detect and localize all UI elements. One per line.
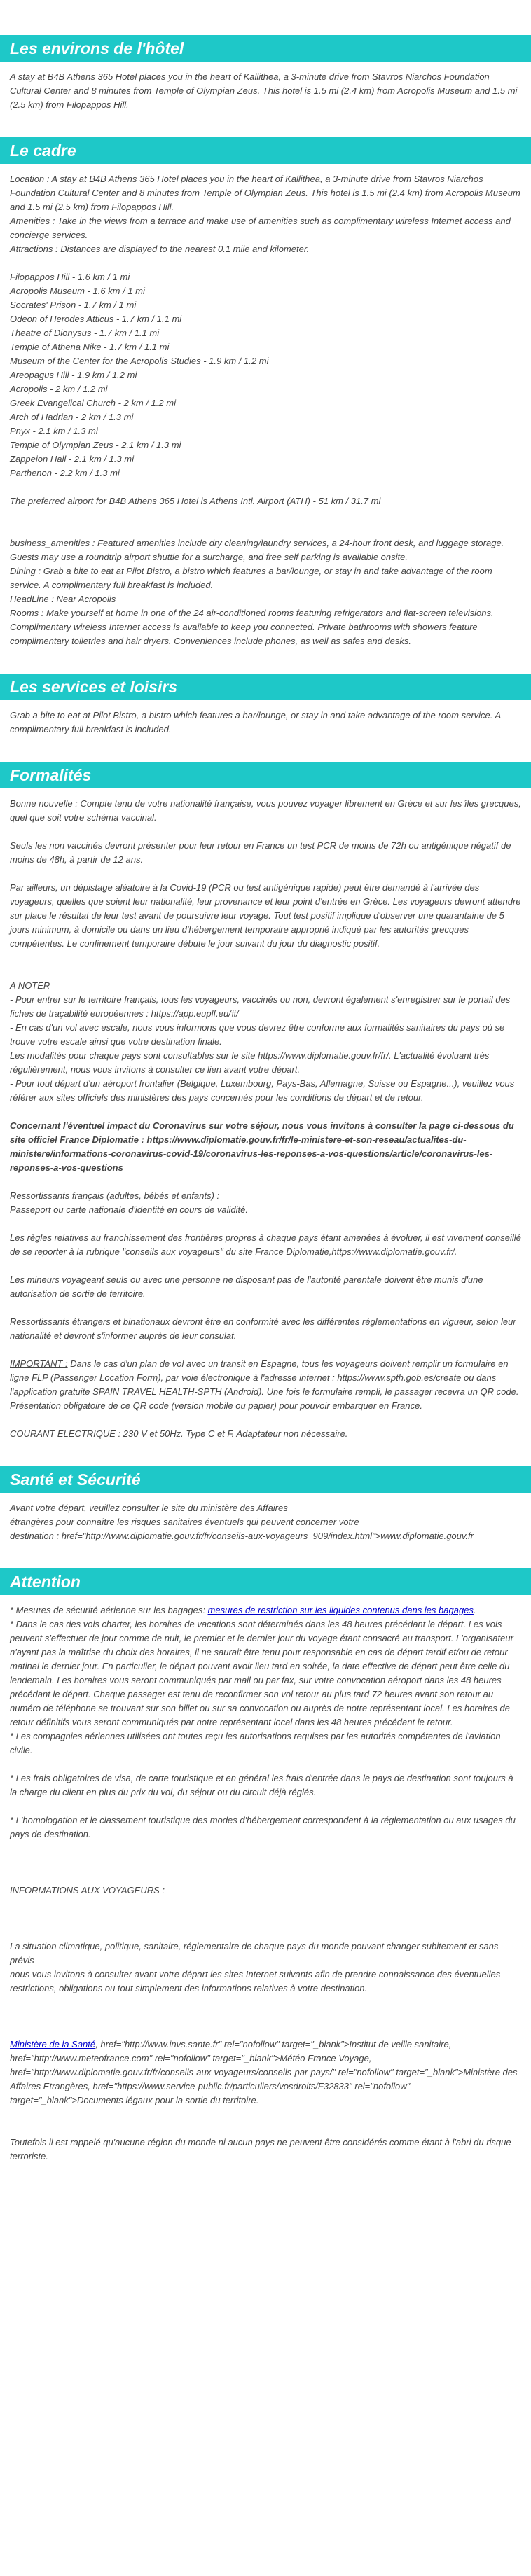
services-text: Grab a bite to eat at Pilot Bistro, a bistro which features a bar/lounge, or stay in and take advantage of the room service. A complimentary full breakfast is included. [10, 710, 501, 734]
section-header-sante [0, 1466, 531, 1493]
place-item: Greek Evangelical Church - 2 km / 1.2 mi [10, 398, 176, 408]
section-header-cadre [0, 137, 531, 164]
attention-p1-prefix: * Mesures de sécurité aérienne sur les bagages: [10, 1605, 208, 1615]
place-item: Parthenon - 2.2 km / 1.3 mi [10, 468, 120, 478]
attention-p5: * L'homologation et le classement touristique des modes d'hébergement correspondent à la réglementation ou aux usages du pays de destination. [10, 1815, 516, 1839]
cadre-amenities: Amenities : Take in the views from a terrace and make use of amenities such as complimentary wireless Internet access and concierge services. [10, 216, 511, 240]
cadre-attractions: Attractions : Distances are displayed to the nearest 0.1 mile and kilometer. [10, 244, 310, 254]
section-header-attention [0, 1568, 531, 1595]
place-item: Arch of Hadrian - 2 km / 1.3 mi [10, 412, 134, 422]
sante-line: destination : href="http://www.diplomatie.gouv.fr/fr/conseils-aux-voyageurs_909/index.html">www.diplomatie.gouv.fr [10, 1531, 474, 1541]
section-title: Les services et loisirs [10, 678, 178, 696]
important-text [10, 1357, 521, 1413]
section-title: Formalités [10, 766, 92, 784]
place-item: Temple of Olympian Zeus - 2.1 km / 1.3 mi [10, 440, 181, 450]
mineurs-text: Les mineurs voyageant seuls ou avec une personne ne disposant pas de l'autorité parentale doivent être munis d'une autorisation de sortie de territoire. [10, 1274, 483, 1299]
note-item: - Pour entrer sur le territoire français, tous les voyageurs, vaccinés ou non, devront également s'enregistrer sur le portail des fiches de traçabilité européennes : https://app.euplf.eu/#/ [10, 994, 511, 1019]
section-title: Santé et Sécurité [10, 1470, 141, 1489]
place-item: Pnyx - 2.1 km / 1.3 mi [10, 426, 98, 436]
attention-p4: * Les frais obligatoires de visa, de carte touristique et en général les frais d'entrée dans le pays de destination sont toujours à la charge du client en plus du prix du vol, du séjour ou du circuit déjà réglés. [10, 1773, 513, 1797]
place-item: Acropolis - 2 km / 1.2 mi [10, 384, 108, 394]
place-item: Filopappos Hill - 1.6 km / 1 mi [10, 272, 130, 282]
places-list [10, 270, 521, 480]
section-environs [0, 35, 531, 112]
place-item: Zappeion Hall - 2.1 km / 1.3 mi [10, 454, 135, 464]
place-item: Temple of Athena Nike - 1.7 km / 1.1 mi [10, 342, 170, 352]
sante-line: Avant votre départ, veuillez consulter le site du ministère des Affaires [10, 1503, 288, 1513]
place-item: Areopagus Hill - 1.9 km / 1.2 mi [10, 370, 137, 380]
place-item: Odeon of Herodes Atticus - 1.7 km / 1.1 mi [10, 314, 182, 324]
important-label: IMPORTANT : [10, 1358, 68, 1369]
place-item: Theatre of Dionysus - 1.7 km / 1.1 mi [10, 328, 160, 338]
terrorism-notice: Toutefois il est rappelé qu'aucune région du monde ni aucun pays ne peuvent être considérés comme étant à l'abri du risque terroriste. [10, 2137, 511, 2161]
attention-p1 [10, 1603, 521, 1617]
section-attention [0, 1568, 531, 2164]
attention-p1-suffix: . [473, 1605, 476, 1615]
environs-text: A stay at B4B Athens 365 Hotel places you in the heart of Kallithea, a 3-minute drive from Stavros Niarchos Foundation Cultural Center and 8 minutes from Temple of Olympian Zeus. This hotel is 1.5 mi (2.4 km) from Acropolis Museum and 1.5 mi (2.5 km) from Filopappos Hill. [10, 71, 518, 110]
section-services [0, 674, 531, 737]
note-item: - En cas d'un vol avec escale, nous vous informons que vous devrez être conforme aux formalités sanitaires du pays où se trouve votre escale ainsi que votre destination finale. [10, 1022, 505, 1047]
info-line: La situation climatique, politique, sanitaire, réglementaire de chaque pays du monde pouvant changer subitement et sans prévis [10, 1941, 499, 1965]
place-item: Socrates' Prison - 1.7 km / 1 mi [10, 300, 137, 310]
formalites-p1: Bonne nouvelle : Compte tenu de votre nationalité française, vous pouvez voyager librement en Grèce et sur les îles grecques, quel que soit votre schéma vaccinal. [10, 798, 521, 823]
regles-text: Les règles relatives au franchissement des frontières propres à chaque pays étant amenées à évoluer, il est vivement conseillé de se reporter à la rubrique "conseils aux voyageurs" du site France Diplomatie,https://www.diplomatie.gouv.fr/. [10, 1232, 521, 1257]
cadre-business: business_amenities : Featured amenities include dry cleaning/laundry services, a 24-hour front desk, and luggage storage. Guests may use a roundtrip airport shuttle for a surcharge, and free self parking is available onsite. [10, 538, 504, 562]
section-cadre [0, 137, 531, 648]
note-item: - Pour tout départ d'un aéroport frontalier (Belgique, Luxembourg, Pays-Bas, Allemagne, Suisse ou Espagne...), veuillez vous référer aux sites officiels des ministères des pays concernés pour les conditions de départ et de retour. [10, 1078, 515, 1103]
section-header-environs [0, 35, 531, 62]
info-title: INFORMATIONS AUX VOYAGEURS : [10, 1885, 165, 1895]
formalites-p3: Par ailleurs, un dépistage aléatoire à la Covid-19 (PCR ou test antigénique rapide) peut être demandé à l'arrivée des voyageurs, quelles que soient leur nationalité, leur provenance et leur point d'entrée en Grèce. Les voyageurs devront attendre sur place le résultat de leur test avant de poursuivre leur voyage. Tout test positif implique d'observer une quarantaine de 5 jours minimum, à domicile ou dans un lieu d'hébergement temporaire approprié indiqué par les autorités grecques compétentes. Le confinement temporaire débute le jour suivant du jour du diagnostic positif. [10, 882, 521, 949]
ressortissants-title: Ressortissants français (adultes, bébés et enfants) : [10, 1190, 220, 1201]
info-line: nous vous invitons à consulter avant votre départ les sites Internet suivants afin de prendre connaissance des éventuelles restrictions, obligations ou tout simplement des informations relatives à votre destination. [10, 1969, 501, 1993]
ressortissants-text: Passeport ou carte nationale d'identité en cours de validité. [10, 1204, 248, 1215]
section-title: Le cadre [10, 141, 76, 160]
cadre-headline: HeadLine : Near Acropolis [10, 594, 116, 604]
etrangers-text: Ressortissants étrangers et binationaux devront être en conformité avec les différentes réglementations en vigueur, selon leur nationalité et devront s'informer auprès de leur consulat. [10, 1316, 516, 1341]
formalites-p2: Seuls les non vaccinés devront présenter pour leur retour en France un test PCR de moins de 72h ou antigénique négatif de moins de 48h, à partir de 12 ans. [10, 840, 511, 865]
info-links [10, 2038, 521, 2108]
attention-p2: * Dans le cas des vols charter, les horaires de vacations sont déterminés dans les 48 heures précédant le départ. Les vols peuvent s'effectuer de jour comme de nuit, le premier et le dernier jour du voyage étant consacré au transport. L'organisateur n'ayant pas la maîtrise du choix des horaires, il ne saurait être tenu pour responsable en cas de départ tardif et/ou de retour matinal le dernier jour. En particulier, le départ pouvant avoir lieu tard en soirée, la date effective de départ peut être celle du lendemain. Les horaires vous seront communiqués par mail ou par fax, sur votre convocation aéroport dans les 48 heures précédant le départ. Chaque passager est tenu de reconfirmer son vol retour au plus tard 72 heures avant son retour au numéro de téléphone se trouvant sur son billet ou sur sa convocation ou auprès de notre représentant local. Les horaires de retour définitifs vous seront communiqués par notre représentant local dans les 48 heures précédant le retour. [10, 1619, 513, 1727]
section-header-services [0, 674, 531, 700]
info-links-text: , href="http://www.invs.sante.fr" rel="nofollow" target="_blank">Institut de veille sanitaire, href="http://www.meteofrance.com" rel="nofollow" target="_blank">Météo France Voyage, href="http://www.diplomatie.gouv.fr/fr/conseils-aux-voyageurs/conseils-par-pays/" rel="nofollow" target="_blank">Ministère des Affaires Etrangères, href="https://www.service-public.fr/particuliers/vosdroits/F32833" rel="nofollow" target="_blank">Documents légaux pour la sortie du territoire. [10, 2039, 518, 2105]
place-item: Acropolis Museum - 1.6 km / 1 mi [10, 286, 145, 296]
ministere-sante-link[interactable]: Ministère de la Santé [10, 2039, 96, 2049]
important-body: Dans le cas d'un plan de vol avec un transit en Espagne, tous les voyageurs doivent remplir un formulaire en ligne FLP (Passenger Location Form), par voie électronique à l'adresse internet : https://www.spth.gob.es/create ou dans l'application gratuite SPAIN TRAVEL HEALTH-SPTH (Android). Une fois le formulaire rempli, le passager recevra un QR code. Présentation obligatoire de ce QR code (version mobile ou papier) pour pouvoir embarquer en France. [10, 1358, 519, 1411]
section-header-formalites [0, 762, 531, 788]
liquids-restriction-link[interactable]: mesures de restriction sur les liquides contenus dans les bagages [207, 1605, 474, 1615]
section-sante [0, 1466, 531, 1543]
section-title: Les environs de l'hôtel [10, 39, 184, 57]
section-title: Attention [10, 1573, 81, 1591]
note-item: Les modalités pour chaque pays sont consultables sur le site https://www.diplomatie.gouv.fr/fr/. L'actualité évoluant très régulièrement, nous vous invitons à consulter ce lien avant votre départ. [10, 1050, 490, 1075]
cadre-dining: Dining : Grab a bite to eat at Pilot Bistro, a bistro which features a bar/lounge, or stay in and take advantage of the room service. A complimentary full breakfast is included. [10, 566, 492, 590]
place-item: Museum of the Center for the Acropolis Studies - 1.9 km / 1.2 mi [10, 356, 269, 366]
sante-line: étrangères pour connaître les risques sanitaires éventuels qui peuvent concerner votre [10, 1517, 359, 1527]
attention-p3: * Les compagnies aériennes utilisées ont toutes reçu les autorisations requises par les autorités compétentes de l'aviation civile. [10, 1731, 501, 1755]
section-formalites [0, 762, 531, 1441]
cadre-airport: The preferred airport for B4B Athens 365 Hotel is Athens Intl. Airport (ATH) - 51 km / 31.7 mi [10, 496, 381, 506]
note-title: A NOTER [10, 980, 50, 991]
cadre-location: Location : A stay at B4B Athens 365 Hotel places you in the heart of Kallithea, a 3-minute drive from Stavros Niarchos Foundation Cultural Center and 8 minutes from Temple of Olympian Zeus. This hotel is 1.5 mi (2.4 km) from Acropolis Museum and 1.5 mi (2.5 km) from Filopappos Hill. [10, 174, 520, 212]
coronavirus-notice: Concernant l'éventuel impact du Coronavirus sur votre séjour, nous vous invitons à consulter la page ci-dessous du site officiel France Diplomatie : https://www.diplomatie.gouv.fr/fr/le-ministere-et-son-reseau/actualites-du-ministere/informations-coronavirus-covid-19/coronavirus-les-reponses-a-vos-questions/article/coronavirus-les-reponses-a-vos-questions [10, 1120, 514, 1173]
courant-text: COURANT ELECTRIQUE : 230 V et 50Hz. Type C et F. Adaptateur non nécessaire. [10, 1428, 348, 1439]
cadre-rooms: Rooms : Make yourself at home in one of the 24 air-conditioned rooms featuring refrigerators and flat-screen televisions. Complimentary wireless Internet access is available to keep you connected. Private bathrooms with showers feature complimentary toiletries and hair dryers. Conveniences include phones, as well as safes and desks. [10, 608, 494, 646]
